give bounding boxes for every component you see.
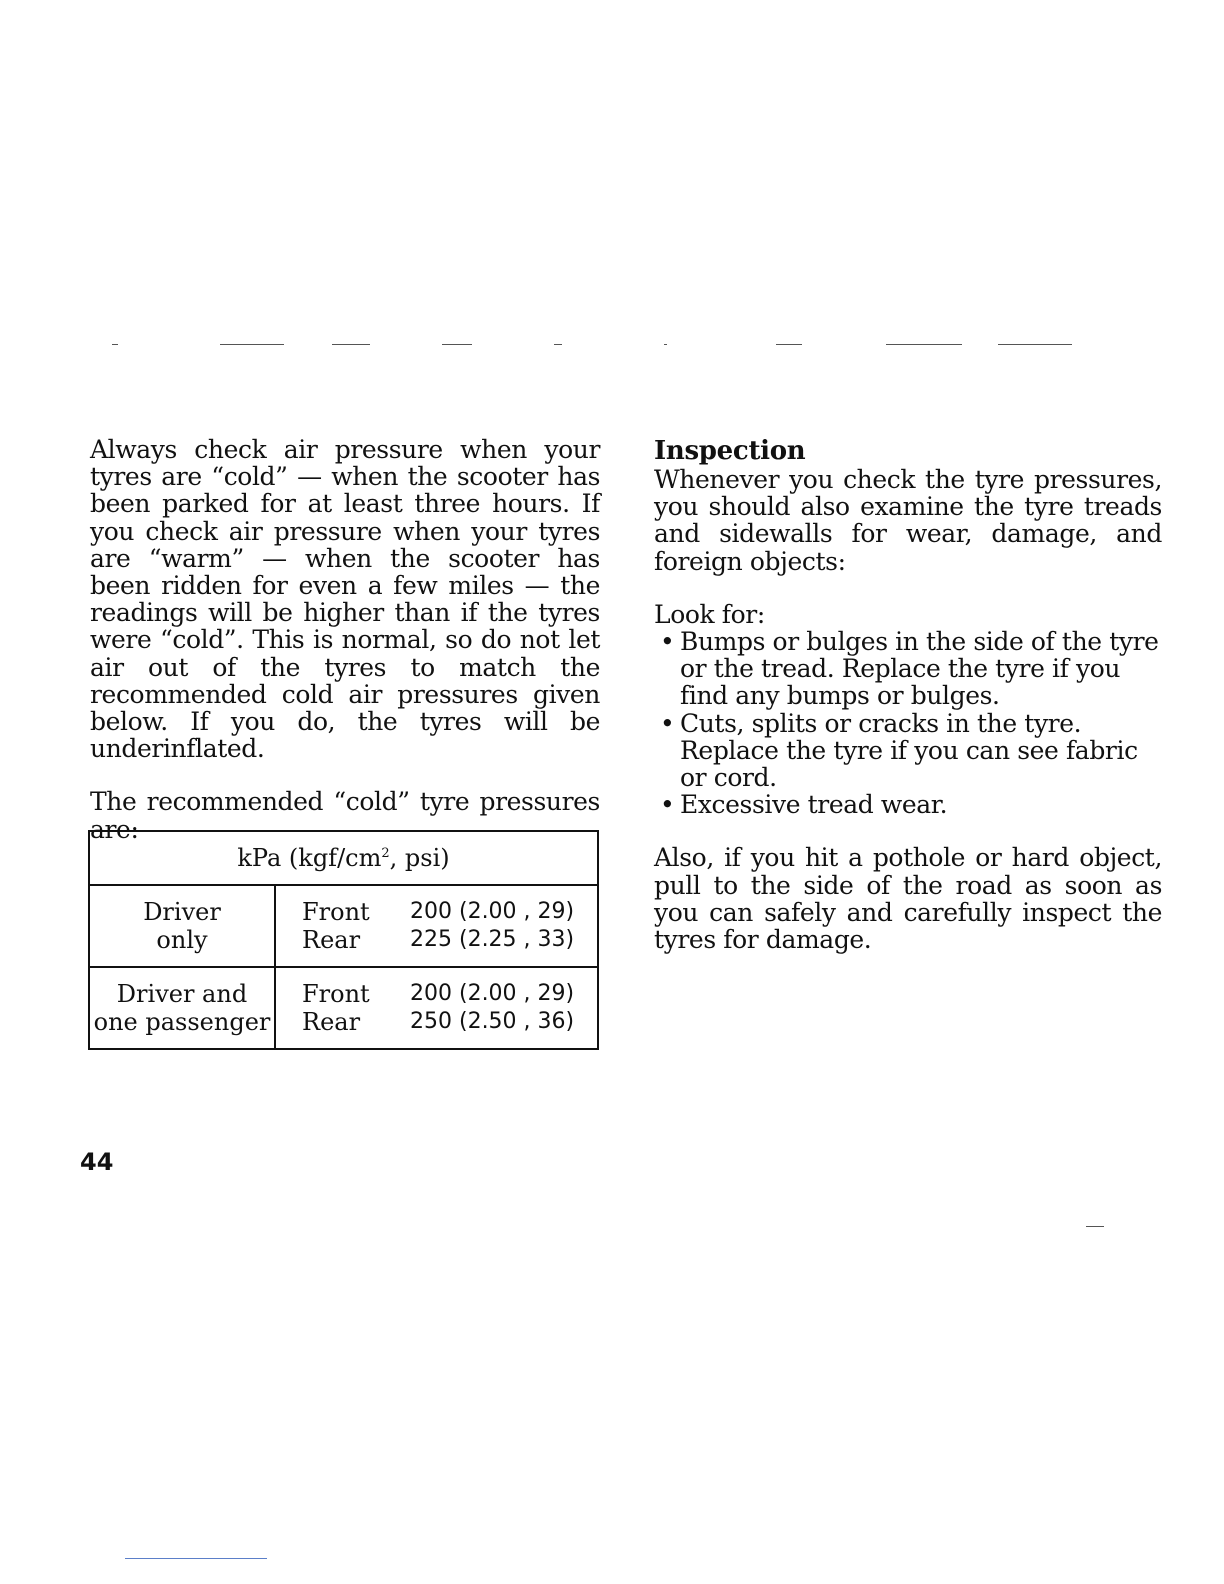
scan-mark bbox=[442, 344, 472, 345]
rear-pressure-row bbox=[302, 926, 597, 954]
front-pressure-row bbox=[302, 980, 597, 1008]
load-label-line2: one passenger bbox=[93, 1008, 271, 1036]
load-cell-driver-only bbox=[89, 885, 275, 967]
unit-header-suffix: , psi) bbox=[389, 844, 450, 872]
list-item-text: Excessive tread wear. bbox=[680, 790, 948, 820]
pothole-paragraph: Also, if you hit a pothole or hard object, pull to the side of the road as soon as you can safely and carefully inspect the tyres for damage. bbox=[654, 843, 1162, 955]
scan-mark bbox=[554, 344, 562, 345]
list-item bbox=[654, 791, 1162, 818]
front-pressure-row bbox=[302, 898, 597, 926]
load-label-line1: Driver bbox=[143, 898, 221, 926]
load-label-line2: only bbox=[156, 926, 208, 954]
unit-header-superscript: 2 bbox=[381, 846, 390, 861]
inspection-paragraph: Whenever you check the tyre pressures, you should also examine the tyre treads and sidewalls for wear, damage, and foreign objects: bbox=[654, 465, 1162, 576]
inspection-checklist bbox=[654, 628, 1162, 818]
unit-header-prefix: kPa (kgf/cm bbox=[237, 844, 382, 872]
scan-mark bbox=[1086, 1226, 1104, 1227]
scan-mark bbox=[998, 344, 1072, 345]
recommended-pressures-intro: The recommended “cold” tyre pressures are: bbox=[90, 787, 600, 844]
list-item bbox=[654, 710, 1162, 792]
left-column bbox=[90, 436, 600, 843]
list-item-text: Bumps or bulges in the side of the tyre or the tread. Replace the tyre if you find any bumps or bulges. bbox=[680, 627, 1159, 711]
scan-mark bbox=[220, 344, 284, 345]
bullet-icon: • bbox=[660, 708, 675, 738]
scan-mark bbox=[776, 344, 802, 345]
inspection-heading: Inspection bbox=[654, 436, 806, 466]
scan-mark bbox=[664, 344, 667, 345]
bullet-icon: • bbox=[660, 790, 675, 820]
rear-pressure-row bbox=[302, 1008, 597, 1036]
rear-label: Rear bbox=[302, 926, 361, 954]
load-cell-driver-passenger bbox=[89, 967, 275, 1049]
scan-mark bbox=[886, 344, 962, 345]
front-pressure-value: 200 (2.00 , 29) bbox=[410, 899, 575, 924]
tyre-pressure-table bbox=[88, 830, 599, 1050]
table-row bbox=[89, 967, 598, 1049]
table-header-row bbox=[89, 831, 598, 885]
list-item bbox=[654, 628, 1162, 710]
page-number: 44 bbox=[80, 1148, 114, 1176]
rear-label: Rear bbox=[302, 1008, 361, 1036]
bottom-rule bbox=[125, 1558, 267, 1559]
table-row bbox=[89, 885, 598, 967]
rear-pressure-value: 250 (2.50 , 36) bbox=[410, 1009, 575, 1034]
table-header bbox=[89, 831, 598, 885]
look-for-label: Look for: bbox=[654, 599, 765, 629]
front-label: Front bbox=[302, 898, 370, 926]
scan-mark bbox=[112, 344, 118, 345]
rear-pressure-value: 225 (2.25 , 33) bbox=[410, 927, 575, 952]
axle-values-cell bbox=[275, 967, 598, 1049]
scan-mark bbox=[332, 344, 370, 345]
load-label-line1: Driver and bbox=[116, 980, 248, 1008]
bullet-icon: • bbox=[660, 627, 675, 657]
axle-values-cell bbox=[275, 885, 598, 967]
front-pressure-value: 200 (2.00 , 29) bbox=[410, 981, 575, 1006]
cold-pressure-paragraph: Always check air pressure when your tyres are “cold” — when the scooter has been parked for at least three hours. If you check air pressure when your tyres are “warm” — when the scooter has been ridden for even a few miles — the readings will be higher than if the tyres were “cold”. This is normal, so do not let air out of the tyres to match the recommended cold air pressures given below. If you do, the tyres will be underinflated. bbox=[90, 435, 600, 764]
right-column bbox=[654, 436, 1162, 953]
front-label: Front bbox=[302, 980, 370, 1008]
list-item-text: Cuts, splits or cracks in the tyre. Replace the tyre if you can see fabric or cord. bbox=[680, 708, 1138, 793]
